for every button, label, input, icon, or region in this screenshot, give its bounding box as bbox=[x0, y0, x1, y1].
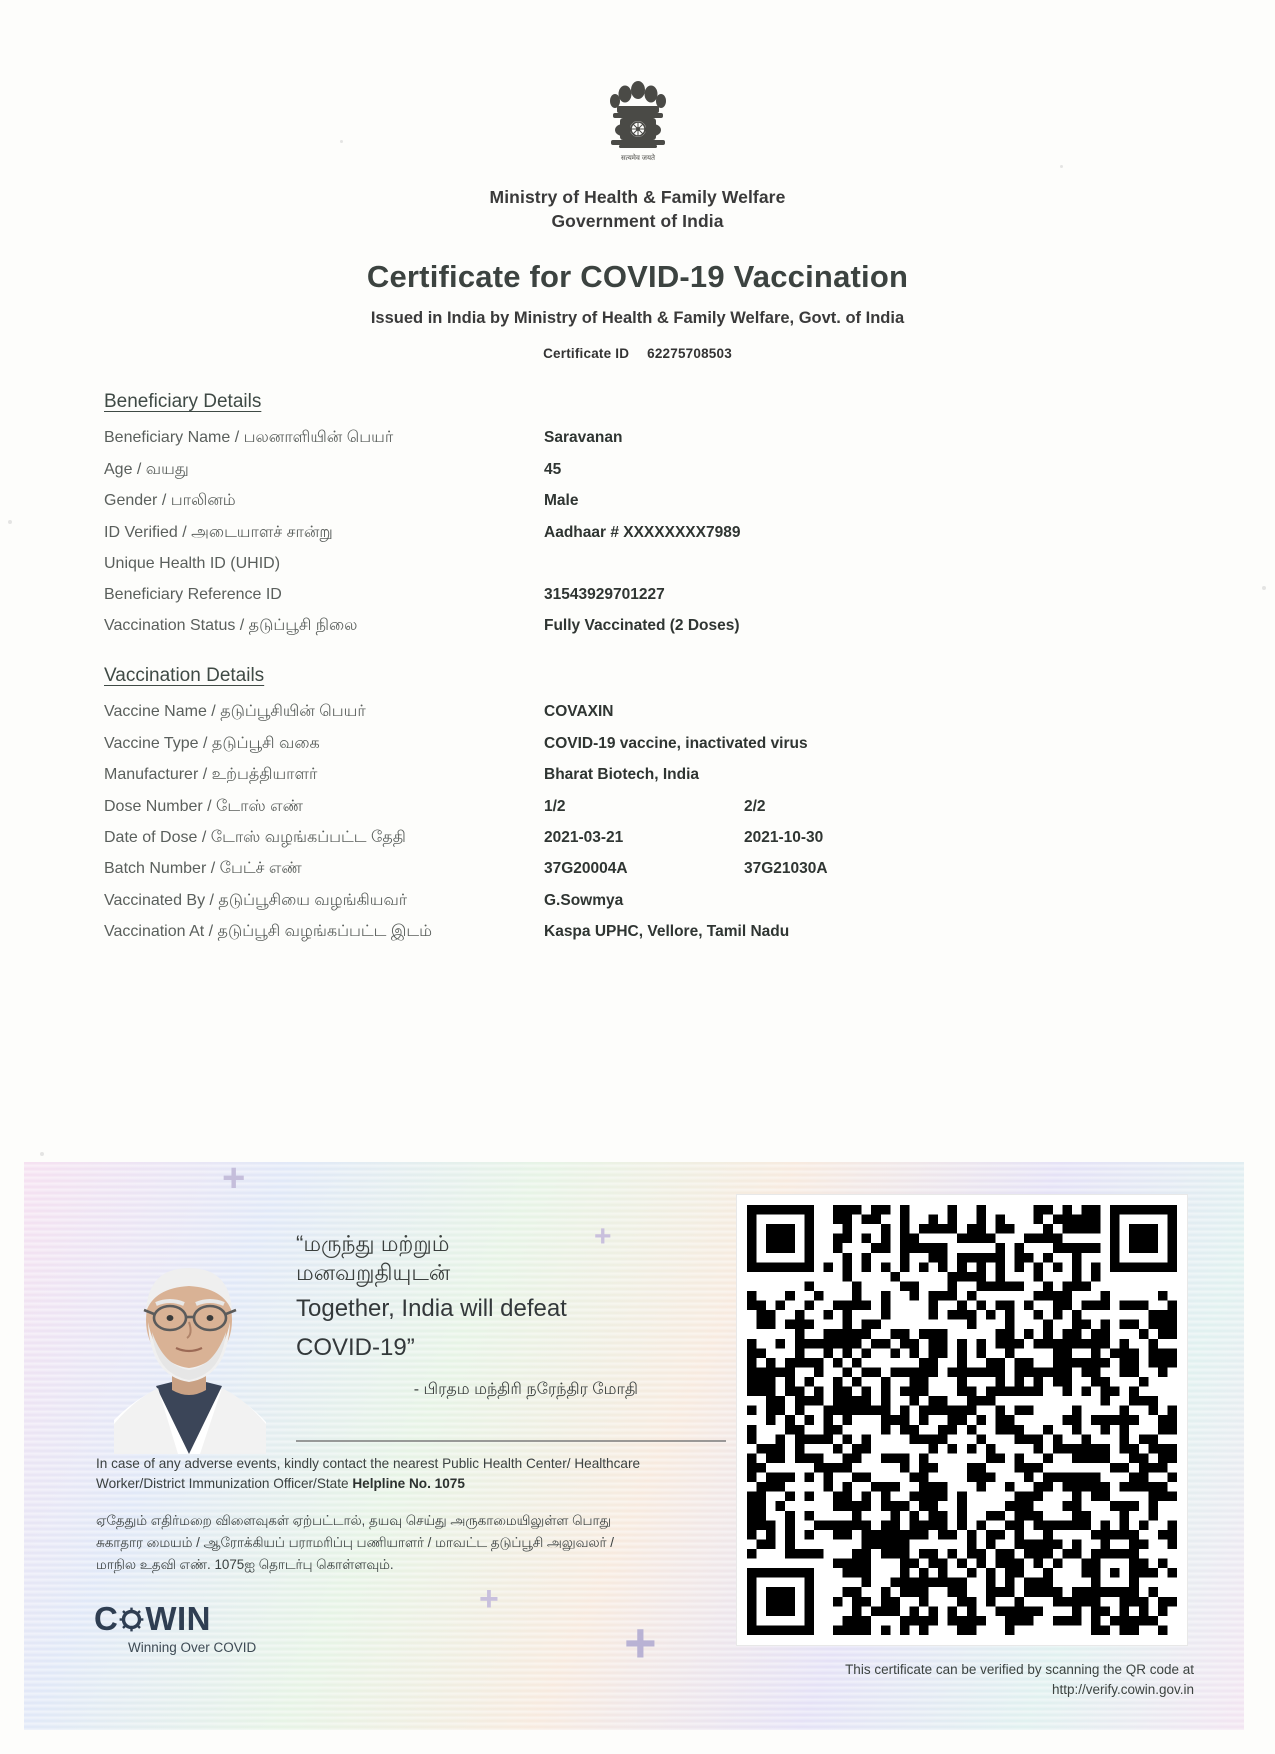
field-label: Unique Health ID (UHID) bbox=[104, 554, 281, 572]
scan-speck bbox=[40, 1152, 44, 1156]
ministry-line-2: Government of India bbox=[551, 210, 724, 231]
vaccination-row-batch-number bbox=[104, 858, 1185, 880]
cowin-banner bbox=[24, 1162, 1244, 1730]
beneficiary-section bbox=[104, 391, 1185, 637]
field-label: Vaccination At / தடுப்பூசி வழங்கப்பட்ட இடம் bbox=[104, 923, 432, 941]
field-label: Vaccination Status / தடுப்பூசி நிலை bbox=[104, 617, 358, 635]
cowin-tagline: Winning Over COVID bbox=[128, 1640, 257, 1655]
scan-speck bbox=[340, 140, 343, 143]
pm-quote bbox=[296, 1230, 656, 1400]
cowin-logo bbox=[94, 1600, 211, 1638]
adverse-events-note bbox=[96, 1454, 661, 1493]
certificate-header bbox=[0, 0, 1275, 361]
vaccination-row-dose-number bbox=[104, 796, 1185, 818]
cowin-logo-text-1: C bbox=[94, 1600, 119, 1637]
field-label: ID Verified / அடையாளச் சான்று bbox=[104, 523, 333, 541]
scan-speck bbox=[8, 520, 12, 524]
adverse-tamil-line-3: மாநில உதவி எண். 1075ஐ தொடர்பு கொள்ளவும். bbox=[96, 1557, 394, 1573]
field-value: Male bbox=[544, 492, 579, 510]
cowin-logo-text-2: WIN bbox=[145, 1600, 211, 1637]
field-value-dose1: Kaspa UPHC, Vellore, Tamil Nadu bbox=[544, 923, 790, 941]
field-value: Aadhaar # XXXXXXXX7989 bbox=[544, 523, 741, 541]
field-label: Age / வயது bbox=[104, 460, 189, 478]
verify-line-1: This certificate can be verified by scanning the QR code at bbox=[845, 1662, 1194, 1677]
field-label: Beneficiary Reference ID bbox=[104, 586, 282, 604]
field-value-dose2: 2/2 bbox=[744, 797, 766, 815]
certificate-id bbox=[0, 346, 1275, 361]
vaccination-section-title: Vaccination Details bbox=[104, 665, 265, 687]
qr-code[interactable] bbox=[736, 1194, 1188, 1646]
vaccination-row-date-of-dose bbox=[104, 827, 1185, 849]
beneficiary-row-name bbox=[104, 427, 1185, 449]
field-value: 45 bbox=[544, 460, 562, 478]
certificate-id-value: 62275708503 bbox=[647, 346, 732, 362]
plus-decoration-icon: + bbox=[222, 1162, 246, 1200]
cowin-virus-icon bbox=[118, 1606, 145, 1633]
field-label: Batch Number / பேட்ச் எண் bbox=[104, 860, 302, 878]
india-state-emblem-icon bbox=[595, 70, 681, 180]
field-value-dose2: 37G21030A bbox=[744, 860, 828, 878]
divider bbox=[296, 1440, 726, 1442]
field-value: Fully Vaccinated (2 Doses) bbox=[544, 617, 740, 635]
verify-line-2: http://verify.cowin.gov.in bbox=[1051, 1681, 1194, 1697]
beneficiary-row-reference-id bbox=[104, 584, 1185, 606]
adverse-tamil-line-2: சுகாதார மையம் / ஆரோக்கியப் பராமரிப்பு பணியாளர் / மாவட்ட தடுப்பூசி அலுவலர் / bbox=[96, 1535, 614, 1551]
field-label: Date of Dose / டோஸ் வழங்கப்பட்ட தேதி bbox=[104, 829, 406, 847]
field-value-dose1: Bharat Biotech, India bbox=[544, 766, 700, 784]
scan-speck bbox=[1262, 586, 1266, 590]
plus-decoration-icon: + bbox=[624, 1611, 657, 1674]
certificate-id-label: Certificate ID bbox=[543, 346, 630, 362]
qr-code-image bbox=[747, 1205, 1177, 1635]
scan-speck bbox=[1060, 165, 1063, 168]
field-label: Manufacturer / உற்பத்தியாளர் bbox=[104, 766, 318, 784]
page-title: Certificate for COVID-19 Vaccination bbox=[366, 259, 909, 295]
beneficiary-row-status bbox=[104, 615, 1185, 637]
field-value-dose1: COVAXIN bbox=[544, 703, 614, 721]
field-label: Gender / பாலினம் bbox=[104, 492, 236, 510]
adverse-line-1: In case of any adverse events, kindly contact the nearest Public Health Center/ bbox=[96, 1456, 571, 1471]
issued-by-text: Issued in India by Ministry of Health & Family Welfare, Govt. of India bbox=[370, 309, 905, 328]
verify-note bbox=[724, 1660, 1194, 1699]
field-label: Vaccine Name / தடுப்பூசியின் பெயர் bbox=[104, 703, 366, 721]
plus-decoration-icon: + bbox=[594, 1220, 612, 1253]
field-value-dose1: 1/2 bbox=[544, 797, 566, 815]
plus-decoration-icon: + bbox=[479, 1580, 499, 1618]
field-label: Vaccine Type / தடுப்பூசி வகை bbox=[104, 734, 320, 752]
vaccination-section bbox=[104, 665, 1185, 943]
helpline-number: Helpline No. 1075 bbox=[352, 1475, 465, 1491]
vaccination-row-manufacturer bbox=[104, 764, 1185, 786]
ministry-line-1: Ministry of Health & Family Welfare bbox=[489, 187, 786, 207]
field-value-dose1: COVID-19 vaccine, inactivated virus bbox=[544, 734, 808, 752]
field-label: Dose Number / டோஸ் எண் bbox=[104, 797, 303, 815]
field-label: Beneficiary Name / பலனாளியின் பெயர் bbox=[104, 429, 394, 447]
svg-text:सत्यमेव जयते: सत्यमेव जयते bbox=[620, 155, 655, 162]
beneficiary-row-uhid bbox=[104, 553, 1185, 575]
beneficiary-section-title: Beneficiary Details bbox=[104, 391, 262, 413]
quote-tamil-line-1: “மருந்து மற்றும் bbox=[296, 1231, 450, 1256]
adverse-tamil-line-1: ஏதேதும் எதிர்மறை விளைவுகள் ஏற்பட்டால், தயவு செய்து அருகாமையிலுள்ள பொது bbox=[96, 1513, 612, 1528]
quote-english-line-2: COVID-19” bbox=[296, 1333, 415, 1361]
quote-attribution: - பிரதம மந்திரி நரேந்திர மோதி bbox=[413, 1380, 638, 1398]
quote-english-line-1: Together, India will defeat bbox=[296, 1295, 567, 1323]
field-value-dose1: 37G20004A bbox=[544, 860, 628, 878]
adverse-line-2: Healthcare Worker/District Immunization Officer/State bbox=[96, 1456, 641, 1491]
vaccination-row-vaccine-type bbox=[104, 733, 1185, 755]
prime-minister-photo bbox=[94, 1224, 284, 1454]
field-value-dose2: 2021-10-30 bbox=[744, 829, 824, 847]
field-value-dose1: G.Sowmya bbox=[544, 891, 624, 909]
field-label: Vaccinated By / தடுப்பூசியை வழங்கியவர் bbox=[104, 891, 408, 909]
beneficiary-row-gender bbox=[104, 490, 1185, 512]
field-value: 31543929701227 bbox=[544, 586, 665, 604]
beneficiary-row-age bbox=[104, 459, 1185, 481]
vaccination-row-vaccinated-by bbox=[104, 890, 1185, 912]
beneficiary-row-id-verified bbox=[104, 522, 1185, 544]
quote-tamil-line-2: மனவறுதியுடன் bbox=[296, 1259, 451, 1285]
vaccination-row-vaccination-at bbox=[104, 921, 1185, 943]
field-value: Saravanan bbox=[544, 429, 623, 447]
field-value-dose1: 2021-03-21 bbox=[544, 829, 624, 847]
vaccination-row-vaccine-name bbox=[104, 701, 1185, 723]
adverse-events-note-tamil bbox=[96, 1510, 666, 1576]
